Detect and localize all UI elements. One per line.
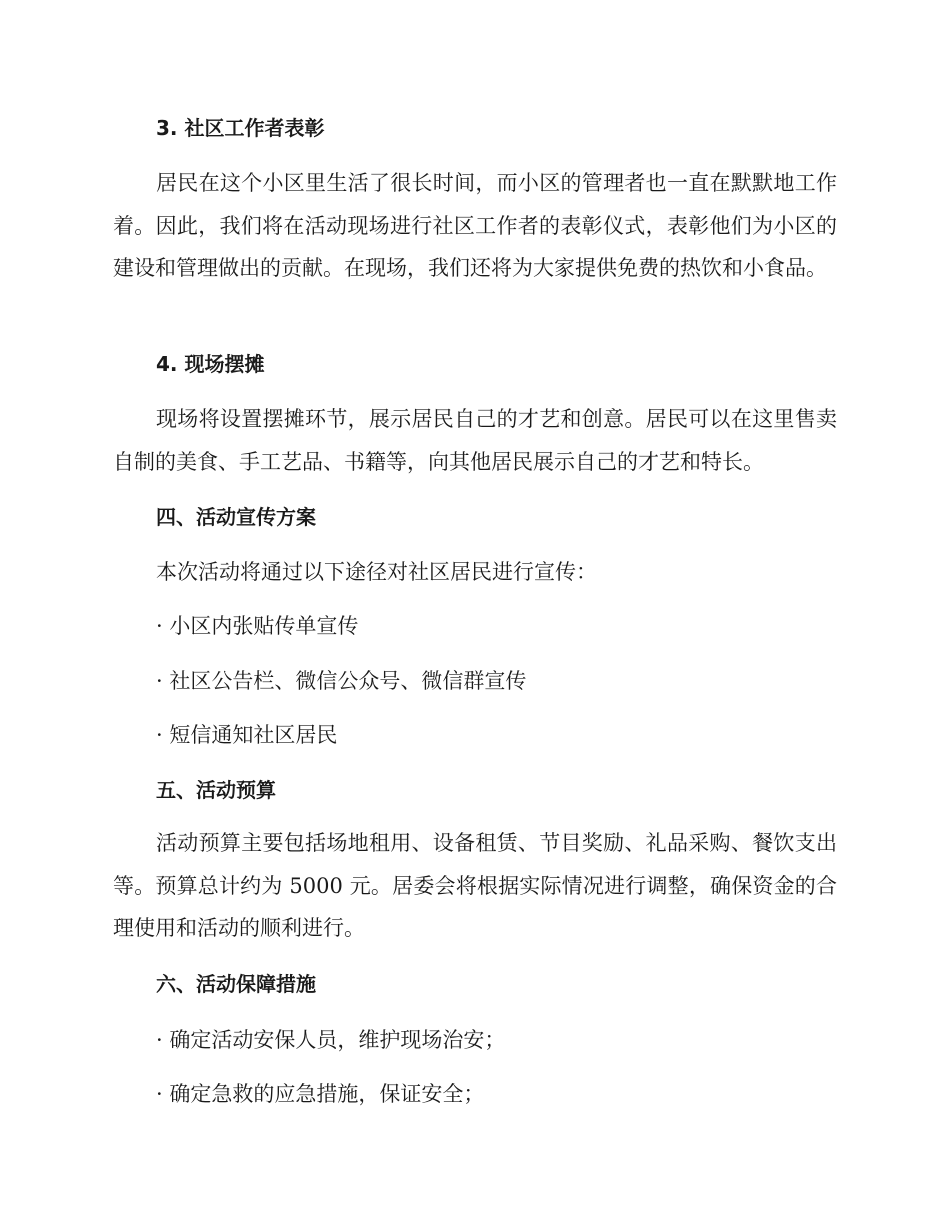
list-item: · 确定活动安保人员，维护现场治安；	[156, 1028, 506, 1052]
list-item: · 确定急救的应急措施，保证安全；	[156, 1082, 485, 1106]
paragraph-budget: 活动预算主要包括场地租用、设备租赁、节目奖励、礼品采购、餐饮支出等。预算总计约为 5000 元。居委会将根据实际情况进行调整，确保资金的合理使用和活动的顺利进行。	[113, 831, 837, 940]
list-item: · 小区内张贴传单宣传	[156, 614, 359, 638]
section-heading-stalls: 4. 现场摆摊	[156, 352, 265, 376]
section-heading-budget: 五、活动预算	[156, 778, 276, 802]
section-heading-safety: 六、活动保障措施	[156, 972, 316, 996]
section-heading-promotion: 四、活动宣传方案	[156, 505, 316, 529]
section-heading-worker-commendation: 3. 社区工作者表彰	[156, 116, 325, 140]
paragraph-stalls: 现场将设置摆摊环节，展示居民自己的才艺和创意。居民可以在这里售卖自制的美食、手工艺品、书籍等，向其他居民展示自己的才艺和特长。	[113, 407, 837, 474]
list-item: · 社区公告栏、微信公众号、微信群宣传	[156, 669, 527, 693]
paragraph-worker-commendation: 居民在这个小区里生活了很长时间，而小区的管理者也一直在默默地工作着。因此，我们将在活动现场进行社区工作者的表彰仪式，表彰他们为小区的建设和管理做出的贡献。在现场，我们还将为大家提供免费的热饮和小食品。	[113, 171, 837, 280]
paragraph-promotion-intro: 本次活动将通过以下途径对社区居民进行宣传：	[156, 560, 597, 584]
list-item: · 短信通知社区居民	[156, 723, 338, 747]
